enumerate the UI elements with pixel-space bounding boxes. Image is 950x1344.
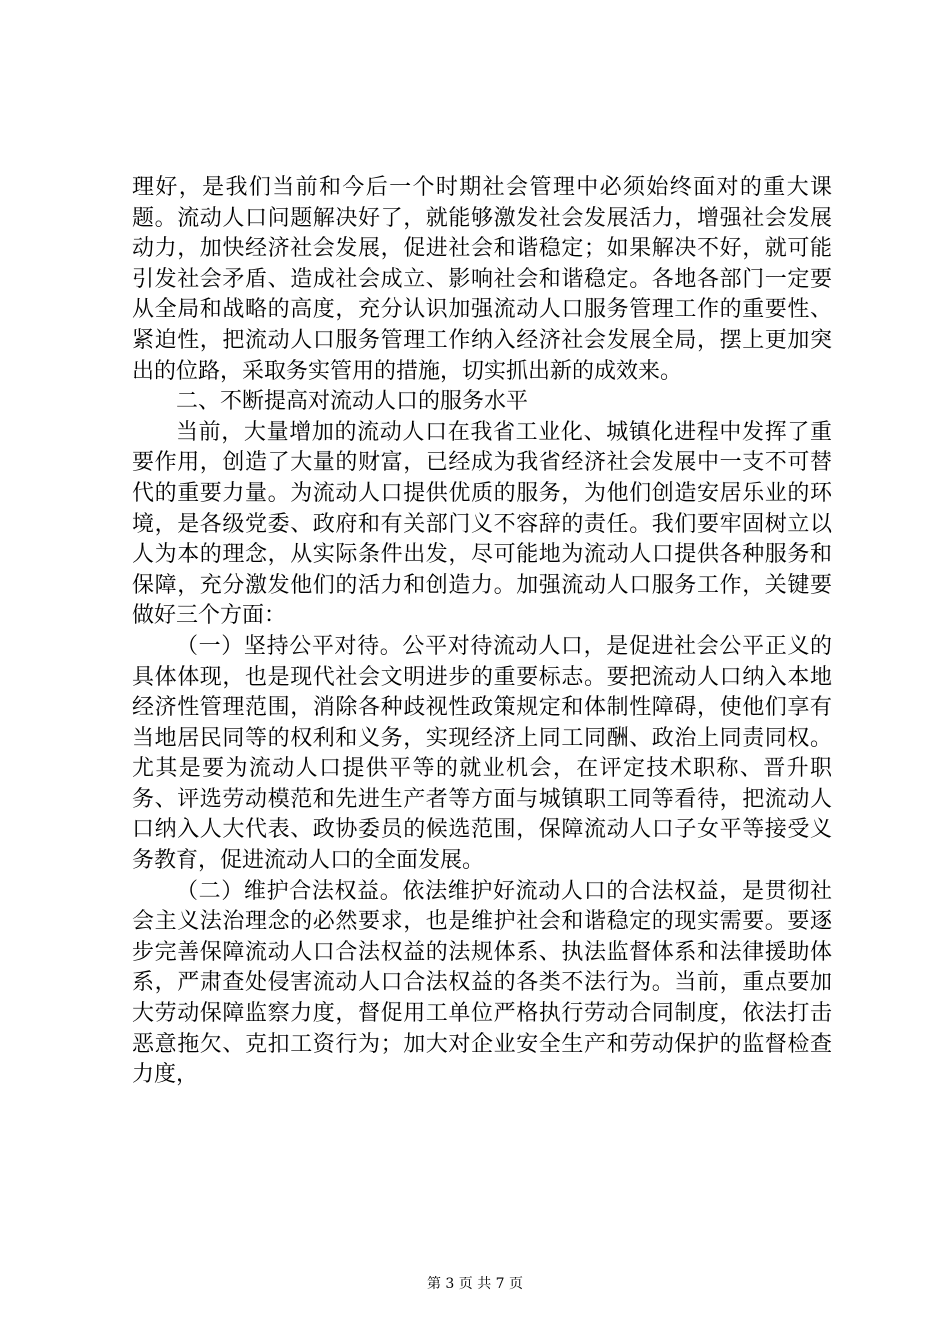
page-number-footer: 第 3 页 共 7 页 [426, 1276, 524, 1292]
paragraph-service-importance: 当前，大量增加的流动人口在我省工业化、城镇化进程中发挥了重要作用，创造了大量的财富，已经成为我省经济社会发展中一支不可替代的重要力量。为流动人口提供优质的服务，为他们创造安居乐业的环境，是各级党委、政府和有关部门义不容辞的责任。我们要牢固树立以人为本的理念，从实际条件出发，尽可能地为流动人口提供各种服务和保障，充分激发他们的活力和创造力。加强流动人口服务工作，关键要做好三个方面： [132, 419, 832, 629]
paragraph-continuation: 理好，是我们当前和今后一个时期社会管理中必须始终面对的重大课题。流动人口问题解决好了，就能够激发社会发展活力，增强社会发展动力，加快经济社会发展，促进社会和谐稳定；如果解决不好，就可能引发社会矛盾、造成社会成立、影响社会和谐稳定。各地各部门一定要从全局和战略的高度，充分认识加强流动人口服务管理工作的重要性、紧迫性，把流动人口服务管理工作纳入经济社会发展全局，摆上更加突出的位路，采取务实管用的措施，切实抓出新的成效来。 [132, 175, 832, 384]
paragraph-fair-treatment: （一）坚持公平对待。公平对待流动人口，是促进社会公平正义的具体体现，也是现代社会文明进步的重要标志。要把流动人口纳入本地经济性管理范围，消除各种歧视性政策规定和体制性障碍，使他们享有当地居民同等的权利和义务，实现经济上同工同酬、政治上同责同权。尤其是要为流动人口提供平等的就业机会，在评定技术职称、晋升职务、评选劳动模范和先进生产者等方面与城镇职工同等看待，把流动人口纳入人大代表、政协委员的候选范围，保障流动人口子女平等接受义务教育，促进流动人口的全面发展。 [132, 633, 832, 874]
paragraph-legal-rights: （二）维护合法权益。依法维护好流动人口的合法权益，是贯彻社会主义法治理念的必然要求，也是维护社会和谐稳定的现实需要。要逐步完善保障流动人口合法权益的法规体系、执法监督体系和法律援助体系，严肃查处侵害流动人口合法权益的各类不法行为。当前，重点要加大劳动保障监察力度，督促用工单位严格执行劳动合同制度，依法打击恶意拖欠、克扣工资行为；加大对企业安全生产和劳动保护的监督检查力度， [132, 878, 832, 1088]
document-body [132, 173, 832, 1091]
section-heading: 二、不断提高对流动人口的服务水平 [176, 389, 529, 415]
